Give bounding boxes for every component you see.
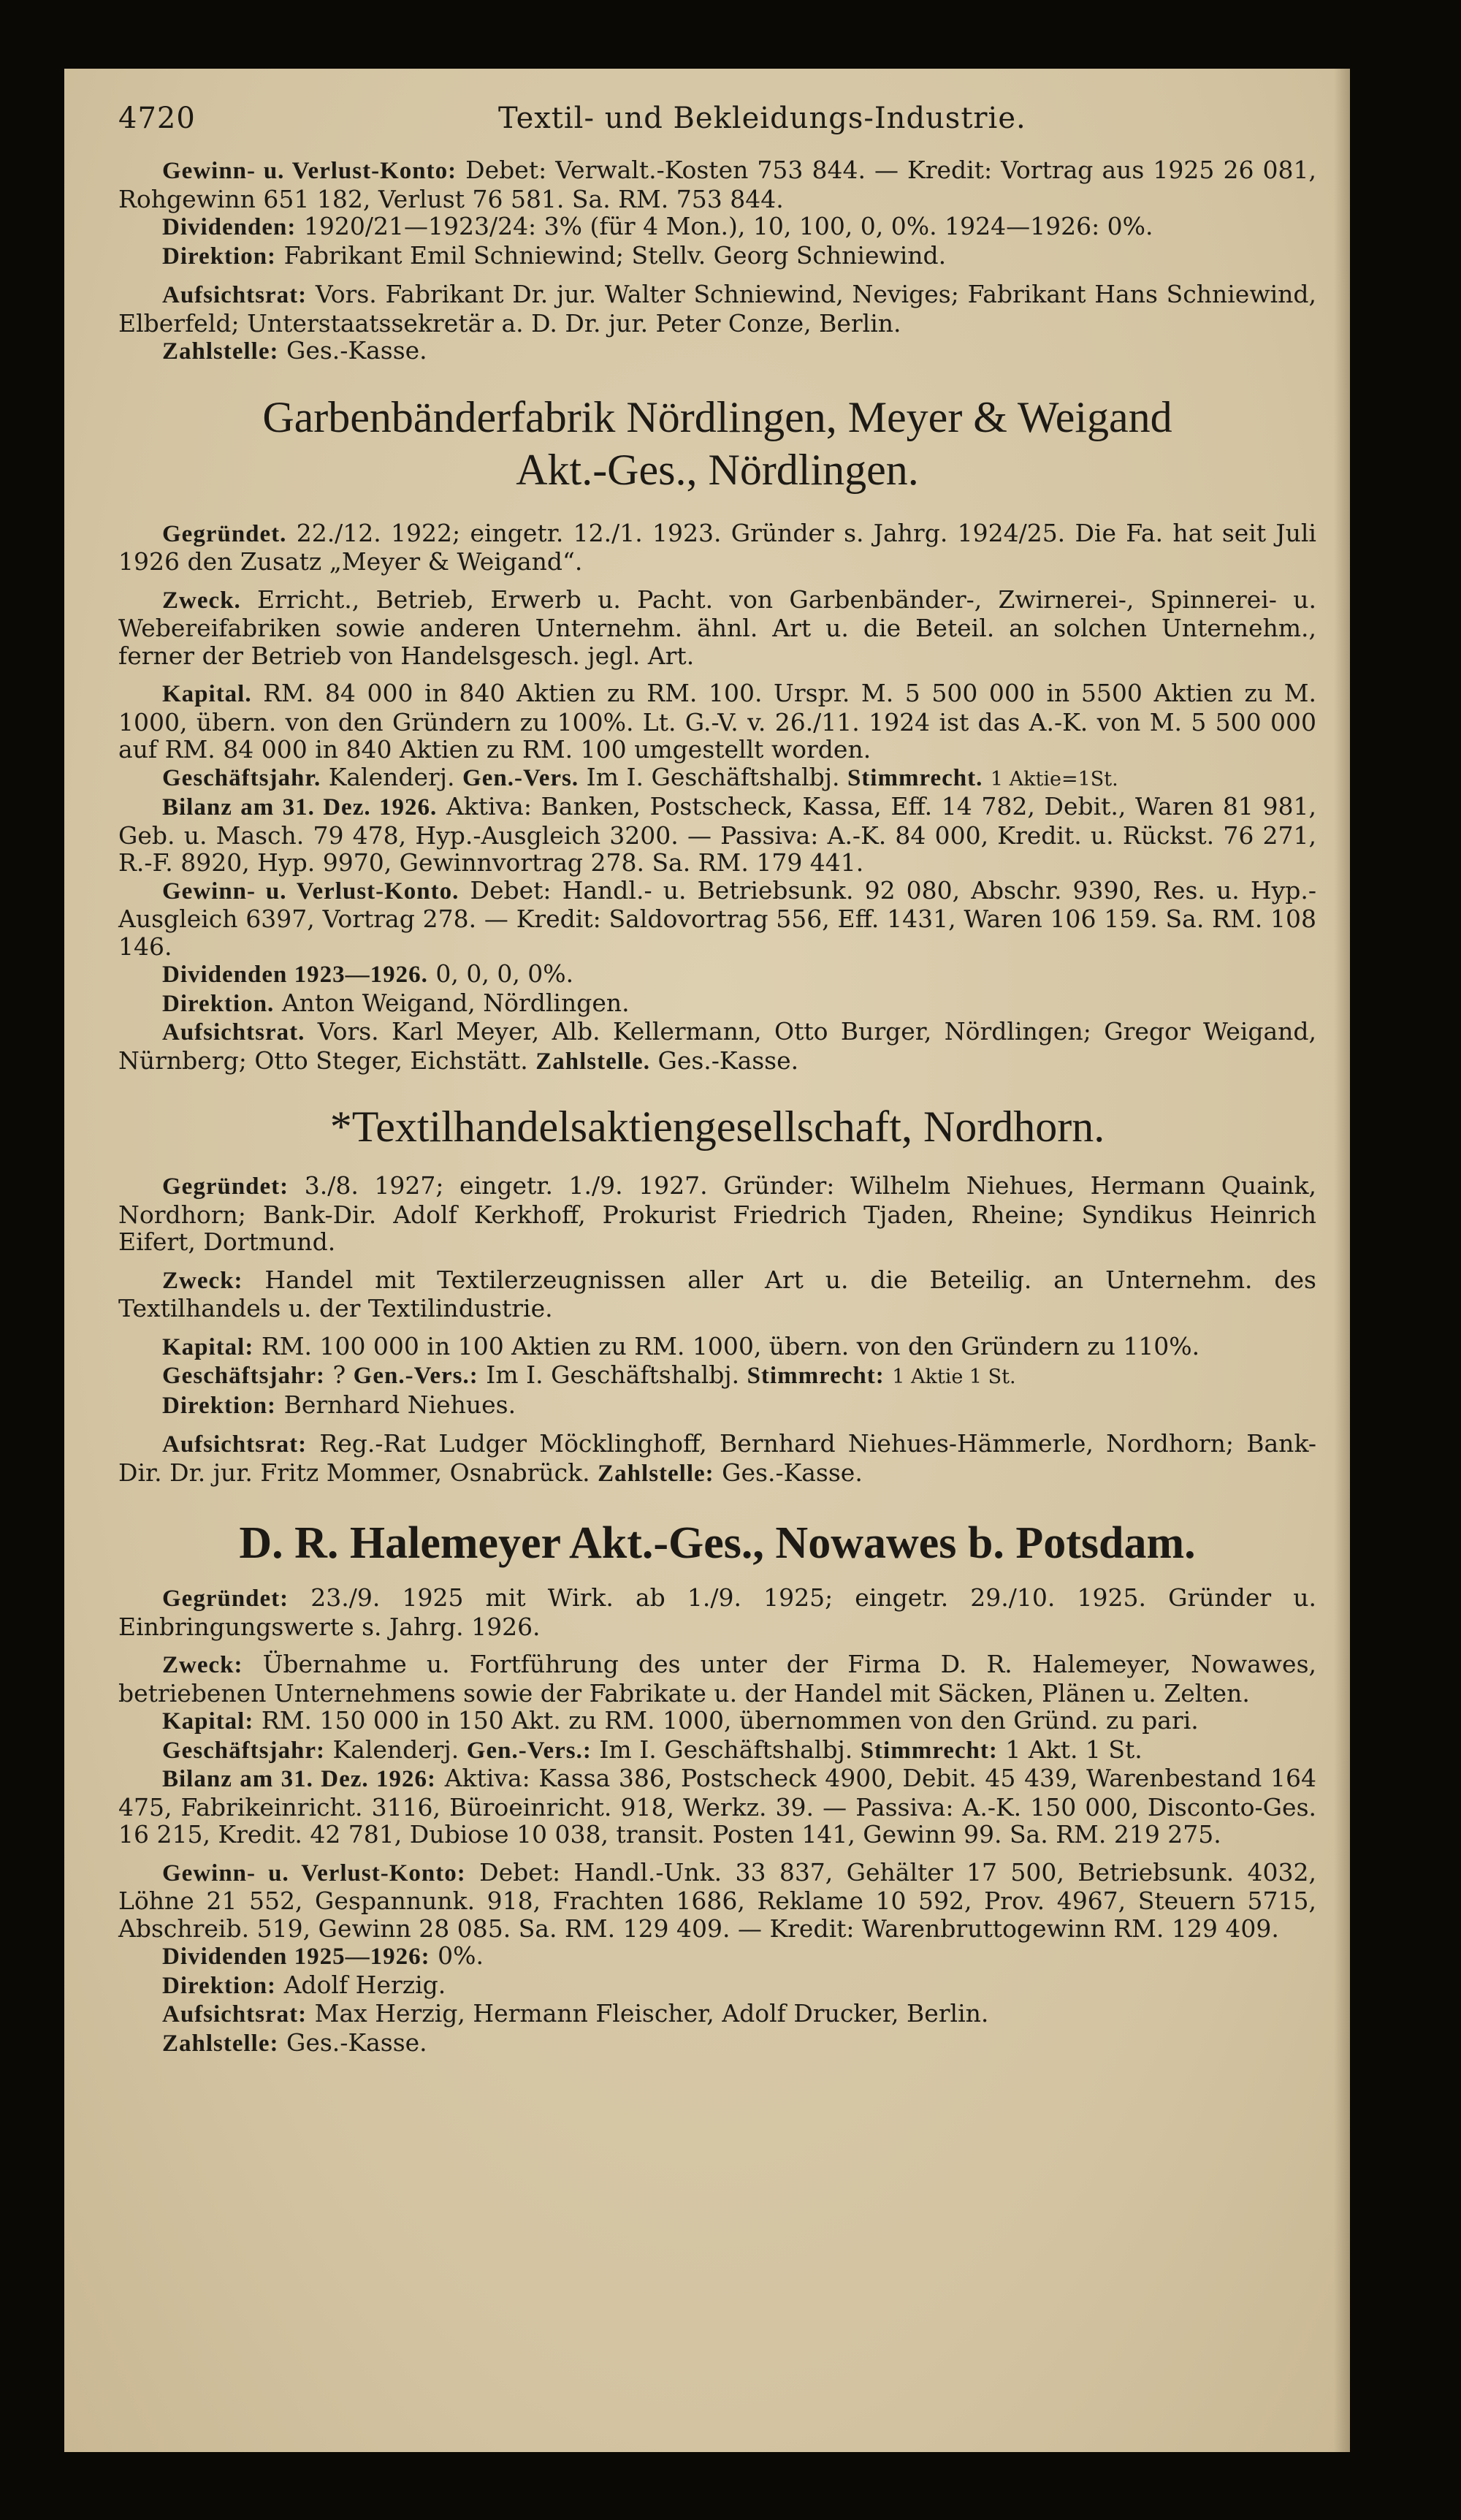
field-label: Dividenden 1925—1926: [162,1944,430,1970]
founded [118,1584,1316,1640]
field-label: Gen.-Vers. [462,764,579,791]
field-label: Zweck: [162,1267,243,1294]
dividends [118,1942,1316,1971]
field-text: Vors. Fabrikant Dr. jur. Walter Schniewind, Neviges; Fabrikant Hans Schniewind, Elberfeld; Unterstaatssekretär a. D. Dr. jur. Peter Conze, Berlin. [118,280,1316,338]
balance-sheet [118,1765,1316,1849]
purpose [118,586,1316,670]
profit-loss-account [118,877,1316,961]
running-head [118,96,1316,140]
field-label: Gewinn- u. Verlust-Konto: [162,1859,466,1887]
field-text: 1925 26 081, Rohgewinn 651 182, Verlust 76 581. Sa. RM. 753 844. [118,156,1316,213]
field-text: 1920/21—1923/24: 3% (für 4 Mon.), 10, 100, 0, 0%. 1924—1926: 0%. [303,212,1153,240]
field-text: Ges.-Kasse. [722,1458,863,1487]
field-label: Gegründet. [162,520,287,547]
field-label: Zahlstelle: [598,1460,714,1487]
purpose [118,1651,1316,1707]
field-label: Bilanz am 31. Dez. 1926: [162,1766,437,1792]
field-label: Direktion: [162,243,277,270]
company-heading [118,1100,1316,1153]
field-text: Im I. Geschäftshalbj. [586,762,840,791]
field-text: ? [332,1360,346,1389]
field-label: Direktion: [162,1392,277,1419]
field-label: Kapital: [162,1333,254,1360]
field-label: Zweck. [162,587,241,614]
field-label: Stimmrecht: [860,1737,998,1764]
supervisory-board [118,1430,1316,1488]
field-text: RM. 150 000 in 150 Akt. zu RM. 1000, übernommen von den Gründ. zu pari. [261,1706,1199,1735]
page-header-title: Textil- und Bekleidungs-Industrie. [498,102,1026,135]
field-text: 3./8. 1927; eingetr. 1./9. 1927. Gründer: Wilhelm Niehues, Hermann Quaink, Nordhorn; Bank-Dir. Adolf Kerkhoff, Prokurist Friedrich Tjaden, Rheine; Syndikus Heinrich Eifert, Dortmund. [118,1171,1316,1256]
field-text: Im I. Geschäftshalbj. [599,1735,853,1764]
company-heading [118,391,1316,496]
page-number: 4720 [118,102,196,135]
field-text: Aktiva: Banken, Postscheck, Kassa, Eff. 14 782, Debit., Waren 81 981, Geb. u. Masch. 79 478, Hyp.-Ausgleich 3200. — Passiva: A.-K. 84 000, Kredit. u. Rückst. 76 271, R.-F. 8920, Hyp. 9970, Gewinnvortrag 278. Sa. RM. 179 441. [118,792,1316,877]
field-label: Direktion. [162,990,275,1017]
field-text: Anton Weigand, Nördlingen. [281,988,630,1017]
field-text: RM. 100 000 in 100 Aktien zu RM. 1000, übern. von den Gründern zu 110%. [261,1331,1200,1360]
balance-sheet [118,793,1316,877]
fiscal-year-line [118,764,1316,793]
field-label: Stimmrecht. [847,764,983,791]
capital [118,680,1316,764]
company-name: D. R. Halemeyer Akt.-Ges., Nowawes b. Potsdam. [239,1518,1196,1568]
profit-loss-account [118,1859,1316,1943]
management [118,1391,1316,1420]
capital [118,1707,1316,1736]
field-label: Gegründet: [162,1586,289,1612]
carryover-entry [118,156,1316,366]
company-heading [118,1517,1316,1569]
paying-office [118,2029,1316,2058]
field-text: Bernhard Niehues. [283,1390,516,1419]
field-label: Zahlstelle. [535,1048,650,1075]
purpose [118,1266,1316,1322]
field-text: Kalenderj. [328,762,455,791]
company-name-line1: Garbenbänderfabrik Nördlingen, Meyer & Weigand [262,392,1172,441]
company-entry-nordhorn [118,1100,1316,1488]
field-text: Erricht., Betrieb, Erwerb u. Pacht. von Garbenbänder-, Zwirnerei-, Spinnerei- u. Webereifabriken sowie anderen Unternehm. ähnl. Art u. die Beteil. an solchen Unternehm., ferner der Betrieb von Handelsgesch. jegl. Art. [118,585,1316,670]
field-text: Im I. Geschäftshalbj. [486,1360,740,1389]
field-label: Kapital. [162,681,252,707]
field-text: Max Herzig, Hermann Fleischer, Adolf Drucker, Berlin. [314,1999,989,2028]
field-text: Debet: Verwalt.-Kosten 753 844. — Kredit: Vortrag aus [465,156,1145,184]
field-text: 23./9. 1925 mit Wirk. ab 1./9. 1925; eingetr. 29./10. 1925. Gründer u. Einbringungswerte s. Jahrg. 1926. [118,1583,1316,1641]
supervisory-board [118,281,1316,337]
field-text: Ges.-Kasse. [286,336,427,365]
field-label: Dividenden: [162,214,297,240]
field-label: Aufsichtsrat. [162,1019,305,1046]
field-label: Kapital: [162,1708,254,1735]
field-text: Übernahme u. Fortführung des unter der Firma D. R. Halemeyer, Nowawes, betriebenen Unternehmens sowie der Fabrikate u. der Handel mit Säcken, Plänen u. Zelten. [118,1650,1316,1708]
field-label: Gegründet: [162,1173,289,1200]
field-label: Aufsichtsrat: [162,1431,308,1458]
field-label: Stimmrecht: [747,1363,885,1389]
field-label: Geschäftsjahr: [162,1737,325,1764]
field-text: 1 Aktie=1St. [990,767,1118,791]
field-text: Reg.-Rat Ludger Möcklinghoff, Bernhard Niehues-Hämmerle, Nordhorn; Bank-Dir. Dr. jur. Fritz Mommer, Osnabrück. [118,1429,1317,1487]
supervisory-board [118,1018,1316,1076]
field-label: Gewinn- u. Verlust-Konto. [162,878,459,905]
capital [118,1333,1316,1362]
field-text: 0, 0, 0, 0%. [435,959,574,988]
field-label: Zahlstelle: [162,338,279,365]
management [118,1971,1316,2001]
fiscal-year-line [118,1361,1316,1391]
founded [118,519,1316,576]
field-label: Zahlstelle: [162,2030,279,2057]
field-label: Direktion: [162,1972,277,1999]
field-text: Adolf Herzig. [283,1970,446,1999]
field-label: Gen.-Vers.: [353,1363,478,1389]
field-text: 1 Akt. 1 St. [1005,1735,1143,1764]
management [118,989,1316,1019]
field-label: Aufsichtsrat: [162,2001,308,2028]
supervisory-board [118,2000,1316,2029]
field-label: Gen.-Vers.: [466,1737,592,1764]
dividends [118,213,1316,242]
field-label: Aufsichtsrat: [162,282,308,308]
dividends [118,960,1316,989]
field-text: Ges.-Kasse. [286,2028,427,2057]
field-label: Geschäftsjahr: [162,1363,325,1389]
field-label: Zweck: [162,1652,243,1678]
field-text: 0%. [438,1941,484,1970]
company-entry-nordlingen [118,391,1316,1076]
profit-loss-account [118,156,1316,213]
field-label: Bilanz am 31. Dez. 1926. [162,794,438,821]
field-text: Aktiva: Kassa 386, Postscheck 4900, Debit. 45 439, Warenbestand 164 475, Fabrikeinricht. 3116, Büroeinricht. 918, Werkz. 39. — Passiva: A.-K. 150 000, Disconto-Ges. 16 215, Kredit. 42 781, Dubiose 10 038, transit. Posten 141, Gewinn 99. Sa. RM. 219 275. [118,1764,1316,1849]
field-label: Dividenden 1923—1926. [162,962,428,988]
field-text: Debet: Handl.- u. Betriebsunk. 92 080, Abschr. 9390, Res. u. Hyp.-Ausgleich 6397, Vortrag 278. — Kredit: Saldovortrag 556, Eff. 1431, Waren 106 159. Sa. RM. 108 146. [118,875,1316,961]
field-text: RM. 84 000 in 840 Aktien zu RM. 100. Urspr. M. 5 500 000 in 5500 Aktien zu M. 1000, übern. von den Gründern zu 100%. Lt. G.-V. v. 26./11. 1924 ist das A.-K. von M. 5 500 000 auf RM. 84 000 in 840 Aktien zu RM. 100 umgestellt worden. [118,679,1316,764]
field-label: Geschäftsjahr. [162,764,321,791]
page-edge-shadow [1334,69,1350,2452]
company-name-line2: Akt.-Ges., Nördlingen. [516,445,919,494]
paying-office [118,337,1316,366]
field-text: 22./12. 1922; eingetr. 12./1. 1923. Gründer s. Jahrg. 1924/25. Die Fa. hat seit Juli 1926 den Zusatz „Meyer & Weigand“. [118,518,1316,576]
field-text: Handel mit Textilerzeugnissen aller Art u. die Beteilig. an Unternehm. des Textilhandels u. der Textilindustrie. [118,1265,1316,1322]
field-text: Kalenderj. [332,1735,459,1764]
page-content [118,96,1316,2058]
founded [118,1172,1316,1256]
field-text: 1 Aktie 1 St. [892,1366,1016,1388]
company-entry-halemeyer [118,1517,1316,2058]
field-text: Fabrikant Emil Schniewind; Stellv. Georg Schniewind. [283,240,947,270]
field-text: Vors. Karl Meyer, Alb. Kellermann, Otto Burger, Nördlingen; Gregor Weigand, Nürnberg; Otto Steger, Eichstätt. [118,1017,1316,1075]
fiscal-year-line [118,1736,1316,1765]
book-page [64,69,1350,2452]
management [118,242,1316,271]
field-label: Gewinn- u. Verlust-Konto: [162,158,457,184]
company-name: *Textilhandelsaktiengesellschaft, Nordhorn. [329,1103,1105,1151]
field-text: Ges.-Kasse. [657,1046,799,1075]
field-text: Debet: Handl.-Unk. 33 837, Gehälter 17 500, Betriebsunk. 4032, Löhne 21 552, Gespannunk. 918, Frachten 1686, Reklame 10 592, Prov. 4967, Steuern 5715, Abschreib. 519, Gewinn 28 085. Sa. RM. 129 409. — Kredit: Warenbruttogewinn RM. 129 409. [118,1857,1316,1943]
